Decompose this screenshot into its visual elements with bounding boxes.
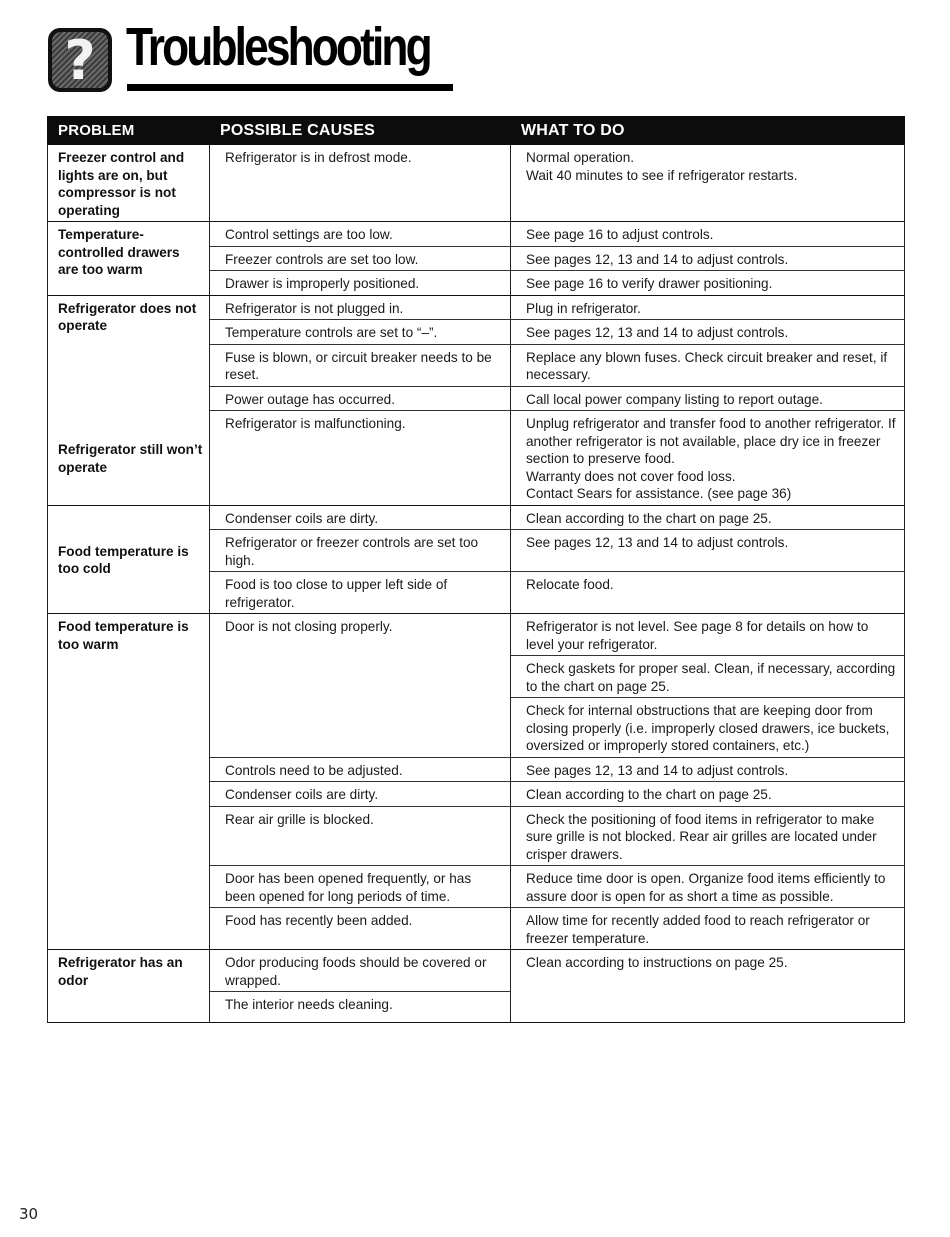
action-cell: Clean according to instructions on page 25. — [511, 950, 905, 1023]
action-cell: Check the positioning of food items in refrigerator to make sure grille is not blocked. Rear air grilles are located under crisper drawers. — [511, 806, 905, 866]
action-cell — [511, 145, 905, 222]
table-row — [48, 411, 905, 506]
cause-cell: Condenser coils are dirty. — [210, 782, 511, 807]
cause-cell: Condenser coils are dirty. — [210, 505, 511, 530]
table-row — [48, 614, 905, 656]
action-text: Warranty does not cover food loss. — [526, 468, 736, 484]
action-text: Unplug refrigerator and transfer food to another refrigerator. If another refrigerator is not available, place dry ice in freezer section to preserve food. — [526, 416, 896, 466]
table-row — [48, 222, 905, 247]
action-cell: Check for internal obstructions that are keeping door from closing properly (i.e. improperly closed drawers, ice buckets, oversized or improperly stored containers, etc.) — [511, 698, 905, 758]
action-cell: See pages 12, 13 and 14 to adjust controls. — [511, 320, 905, 345]
action-cell: Refrigerator is not level. See page 8 for details on how to level your refrigerator. — [511, 614, 905, 656]
question-mark-icon: ? — [48, 28, 112, 92]
header-what-to-do: WHAT TO DO — [511, 117, 905, 145]
action-cell: See page 16 to adjust controls. — [511, 222, 905, 247]
action-cell — [511, 411, 905, 506]
title-underline — [127, 84, 453, 91]
action-cell: Replace any blown fuses. Check circuit breaker and reset, if necessary. — [511, 344, 905, 386]
cause-cell: Odor producing foods should be covered or wrapped. — [210, 950, 511, 992]
page-number: 30 — [19, 1205, 39, 1223]
header-possible-causes: POSSIBLE CAUSES — [210, 117, 511, 145]
problem-cell: Food temperature is too warm — [48, 614, 210, 950]
action-cell: Call local power company listing to report outage. — [511, 386, 905, 411]
table-row — [48, 145, 905, 222]
action-text: Normal operation. — [526, 150, 635, 165]
header-problem: PROBLEM — [48, 117, 210, 145]
page-title: Troubleshooting — [126, 17, 430, 77]
cause-cell: Food is too close to upper left side of refrigerator. — [210, 572, 511, 614]
action-text: Wait 40 minutes to see if refrigerator restarts. — [526, 167, 798, 183]
cause-cell: Rear air grille is blocked. — [210, 806, 511, 866]
cause-cell: Refrigerator is not plugged in. — [210, 295, 511, 320]
cause-cell: Drawer is improperly positioned. — [210, 271, 511, 296]
action-cell: Clean according to the chart on page 25. — [511, 505, 905, 530]
troubleshooting-table — [47, 116, 905, 1023]
table-header-row — [48, 117, 905, 145]
cause-cell: Food has recently been added. — [210, 908, 511, 950]
problem-cell: Refrigerator still won’t operate — [48, 411, 210, 506]
cause-cell: Control settings are too low. — [210, 222, 511, 247]
cause-cell: Refrigerator is malfunctioning. — [210, 411, 511, 506]
problem-cell: Food temperature is too cold — [48, 505, 210, 614]
cause-cell: Temperature controls are set to “–”. — [210, 320, 511, 345]
action-text: Contact Sears for assistance. (see page 36) — [526, 486, 792, 501]
cause-cell: Door is not closing properly. — [210, 614, 511, 758]
cause-cell: Door has been opened frequently, or has been opened for long periods of time. — [210, 866, 511, 908]
cause-cell: Freezer controls are set too low. — [210, 246, 511, 271]
action-cell: Allow time for recently added food to reach refrigerator or freezer temperature. — [511, 908, 905, 950]
table-row — [48, 295, 905, 320]
action-cell: Check gaskets for proper seal. Clean, if necessary, according to the chart on page 25. — [511, 656, 905, 698]
action-cell: See pages 12, 13 and 14 to adjust controls. — [511, 757, 905, 782]
action-cell: Relocate food. — [511, 572, 905, 614]
action-cell: See pages 12, 13 and 14 to adjust controls. — [511, 530, 905, 572]
cause-cell: Refrigerator is in defrost mode. — [210, 145, 511, 222]
cause-cell: Controls need to be adjusted. — [210, 757, 511, 782]
action-cell: Reduce time door is open. Organize food items efficiently to assure door is open for as short a time as possible. — [511, 866, 905, 908]
action-cell: Plug in refrigerator. — [511, 295, 905, 320]
problem-cell: Temperature-controlled drawers are too warm — [48, 222, 210, 296]
table-row — [48, 505, 905, 530]
page-header — [48, 14, 468, 100]
problem-cell: Freezer control and lights are on, but compressor is not operating — [48, 145, 210, 222]
cause-cell: Refrigerator or freezer controls are set too high. — [210, 530, 511, 572]
problem-cell: Refrigerator has an odor — [48, 950, 210, 1023]
action-cell: See page 16 to verify drawer positioning. — [511, 271, 905, 296]
problem-cell: Refrigerator does not operate — [48, 295, 210, 411]
action-cell: Clean according to the chart on page 25. — [511, 782, 905, 807]
table-row — [48, 950, 905, 992]
action-cell: See pages 12, 13 and 14 to adjust controls. — [511, 246, 905, 271]
cause-cell: The interior needs cleaning. — [210, 992, 511, 1023]
cause-cell: Power outage has occurred. — [210, 386, 511, 411]
cause-cell: Fuse is blown, or circuit breaker needs to be reset. — [210, 344, 511, 386]
